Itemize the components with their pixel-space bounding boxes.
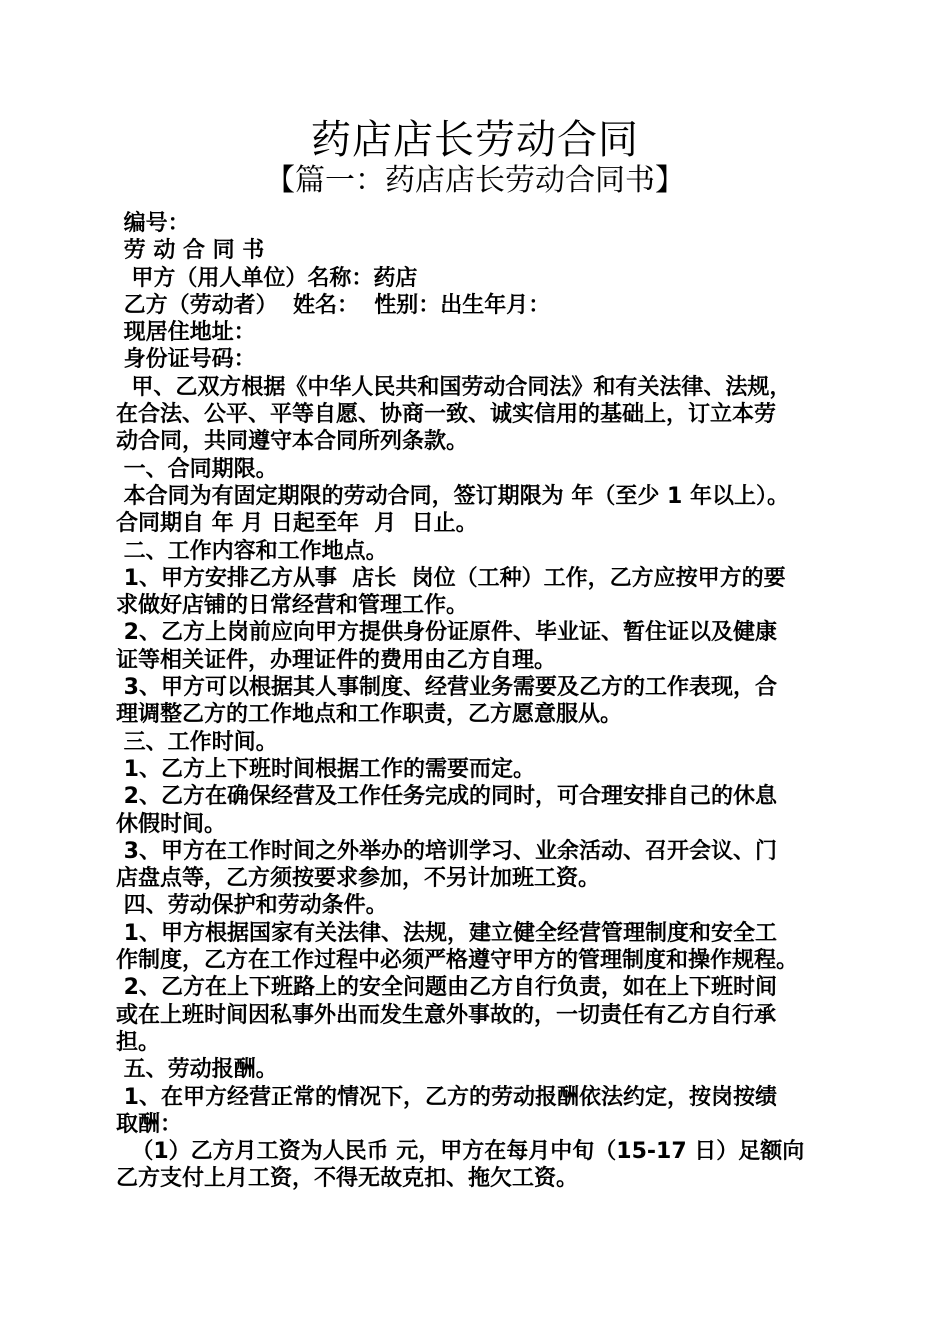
body-line: 理调整乙方的工作地点和工作职责，乙方愿意服从。 — [116, 702, 623, 728]
body-line: 三、工作时间。 — [116, 729, 278, 755]
body-line: 3、甲方在工作时间之外举办的培训学习、业余活动、召开会议、门 — [116, 838, 777, 864]
body-line: 二、工作内容和工作地点。 — [116, 538, 388, 564]
body-line: 2、乙方在确保经营及工作任务完成的同时，可合理安排自己的休息 — [116, 784, 777, 810]
body-line: 2、乙方在上下班路上的安全问题由乙方自行负责，如在上下班时间 — [116, 975, 777, 1001]
body-line: 1、甲方根据国家有关法律、法规，建立健全经营管理制度和安全工 — [116, 920, 777, 946]
body-line: 一、合同期限。 — [116, 456, 278, 482]
body-line: 1、甲方安排乙方从事 店长 岗位（工种）工作，乙方应按甲方的要 — [116, 565, 786, 591]
body-line: 1、在甲方经营正常的情况下，乙方的劳动报酬依法约定，按岗按绩 — [116, 1084, 777, 1110]
body-line: 四、劳动保护和劳动条件。 — [116, 893, 388, 919]
body-line: （1）乙方月工资为人民币 元，甲方在每月中旬（15-17 日）足额向 — [116, 1139, 805, 1165]
body-line: 身份证号码： — [116, 347, 256, 373]
body-line: 2、乙方上岗前应向甲方提供身份证原件、毕业证、暂住证以及健康 — [116, 620, 777, 646]
body-line: 或在上班时间因私事外出而发生意外事故的，一切责任有乙方自行承 — [116, 1002, 777, 1028]
body-line: 五、劳动报酬。 — [116, 1057, 278, 1083]
body-line: 在合法、公平、平等自愿、协商一致、诚实信用的基础上，订立本劳 — [116, 402, 777, 428]
body-line: 3、甲方可以根据其人事制度、经营业务需要及乙方的工作表现，合 — [116, 675, 777, 701]
body-line: 证等相关证件，办理证件的费用由乙方自理。 — [116, 647, 557, 673]
body-line: 乙方支付上月工资，不得无故克扣、拖欠工资。 — [116, 1166, 579, 1192]
body-line: 取酬： — [116, 1111, 183, 1137]
document-body — [116, 210, 836, 1193]
body-line: 甲、乙双方根据《中华人民共和国劳动合同法》和有关法律、法规， — [116, 374, 792, 400]
body-line: 1、乙方上下班时间根据工作的需要而定。 — [116, 756, 535, 782]
body-line: 乙方（劳动者） 姓名： 性别：出生年月： — [116, 292, 551, 318]
body-line: 本合同为有固定期限的劳动合同，签订期限为 年（至少 1 年以上）。 — [116, 483, 789, 509]
body-line: 甲方（用人单位）名称：药店 — [116, 265, 418, 291]
body-line: 求做好店铺的日常经营和管理工作。 — [116, 593, 469, 619]
document-title: 药店店长劳动合同 — [311, 117, 639, 163]
body-line: 合同期自 年 月 日起至年 月 日止。 — [116, 511, 478, 537]
body-line: 担。 — [116, 1029, 161, 1055]
document-subtitle: 【篇一：药店店长劳动合同书】 — [265, 163, 685, 198]
body-line: 编号： — [116, 211, 190, 236]
body-line: 休假时间。 — [116, 811, 227, 837]
body-line: 劳 动 合 同 书 — [116, 238, 265, 264]
body-line: 动合同，共同遵守本合同所列条款。 — [116, 429, 469, 455]
body-line: 作制度，乙方在工作过程中必须严格遵守甲方的管理制度和操作规程。 — [116, 948, 799, 974]
body-line: 现居住地址： — [116, 320, 256, 346]
body-line: 店盘点等，乙方须按要求参加，不另计加班工资。 — [116, 866, 601, 892]
